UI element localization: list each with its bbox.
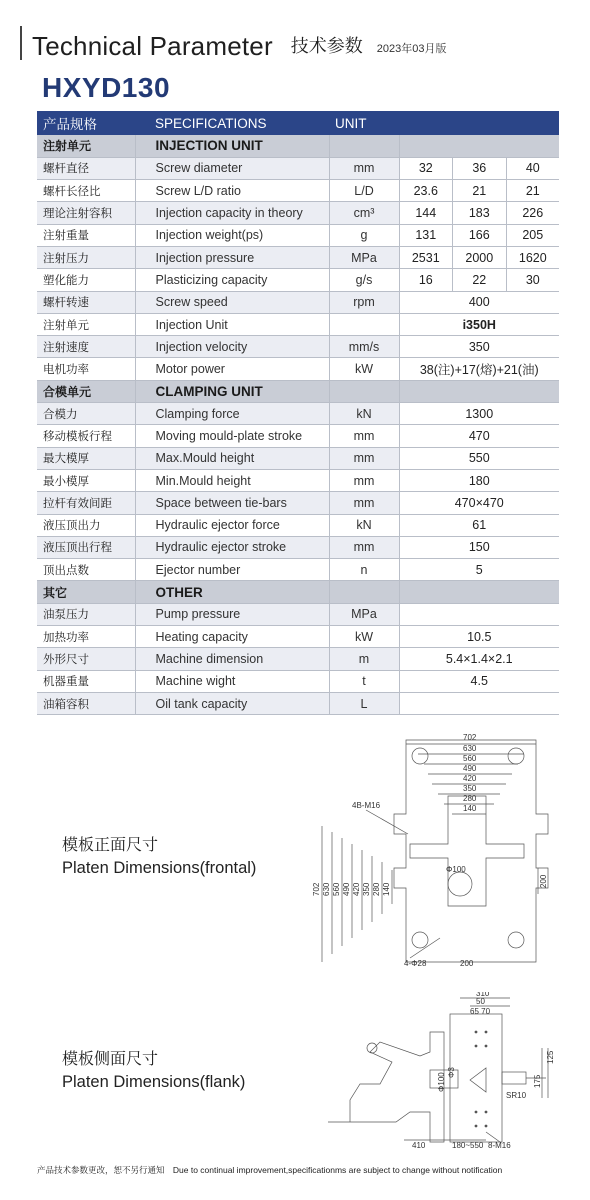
row-unit: mm: [329, 447, 399, 469]
row-cn: 移动模板行程: [37, 425, 135, 447]
row-en: Heating capacity: [135, 626, 329, 648]
row-en: Min.Mould height: [135, 469, 329, 491]
row-cn: 合模力: [37, 403, 135, 425]
row-en: Injection pressure: [135, 246, 329, 268]
row-value-a: 16: [399, 269, 453, 291]
flank-drawing-svg: [320, 992, 555, 1148]
row-value: 550: [399, 447, 559, 469]
dim-left-630: 630: [322, 882, 331, 896]
row-value: 5.4×1.4×2.1: [399, 648, 559, 670]
row-unit: n: [329, 559, 399, 581]
row-en: Hydraulic ejector stroke: [135, 536, 329, 558]
row-en: Injection capacity in theory: [135, 202, 329, 224]
row-value-c: 226: [506, 202, 559, 224]
footer-note: [37, 1164, 502, 1176]
table-row: [37, 559, 559, 581]
row-value-c: 1620: [506, 246, 559, 268]
row-value: 61: [399, 514, 559, 536]
row-cn: 注射单元: [37, 313, 135, 335]
table-row: [37, 180, 559, 202]
dim-702: 702: [463, 733, 477, 742]
row-cn: 液压顶出行程: [37, 536, 135, 558]
section-cn: 合模单元: [37, 380, 135, 402]
section-unit: [329, 135, 399, 157]
row-en: Max.Mould height: [135, 447, 329, 469]
frontal-label: [62, 834, 256, 880]
row-cn: 最小模厚: [37, 469, 135, 491]
flank-dim-phi3: Φ3: [447, 1067, 456, 1078]
row-unit: mm: [329, 469, 399, 491]
row-unit: kN: [329, 514, 399, 536]
table-row: [37, 514, 559, 536]
table-row: [37, 447, 559, 469]
table-header-row: [37, 111, 559, 135]
flank-label-cn: 模板侧面尺寸: [62, 1051, 159, 1068]
spec-table: [37, 111, 559, 715]
center-hole: [448, 872, 472, 896]
row-unit: m: [329, 648, 399, 670]
row-value-b: 21: [453, 180, 507, 202]
dim-left-140: 140: [382, 882, 391, 896]
dim-left-280: 280: [372, 882, 381, 896]
row-value: [399, 692, 559, 714]
row-value: 4.5: [399, 670, 559, 692]
section-en: OTHER: [135, 581, 329, 603]
row-unit: g/s: [329, 269, 399, 291]
table-row: [37, 603, 559, 625]
flank-dim-175: 175: [533, 1074, 542, 1088]
row-value: [399, 603, 559, 625]
row-cn: 螺杆转速: [37, 291, 135, 313]
table-row: [37, 313, 559, 335]
title-english: Technical Parameter: [32, 31, 273, 61]
table-row: [37, 246, 559, 268]
header-values: [399, 111, 559, 135]
section-cn: 其它: [37, 581, 135, 603]
row-value: 470: [399, 425, 559, 447]
row-cn: 螺杆长径比: [37, 180, 135, 202]
row-cn: 顶出点数: [37, 559, 135, 581]
dim-490: 490: [463, 764, 477, 773]
row-value-b: 183: [453, 202, 507, 224]
section-en: CLAMPING UNIT: [135, 380, 329, 402]
dim-left-350: 350: [362, 882, 371, 896]
row-en: Clamping force: [135, 403, 329, 425]
row-en: Screw diameter: [135, 157, 329, 179]
flank-dim-50: 50: [476, 997, 485, 1006]
row-value-c: 21: [506, 180, 559, 202]
edition-date: 2023年03月版: [376, 43, 447, 55]
section-unit: [329, 581, 399, 603]
row-value: i350H: [399, 313, 559, 335]
row-unit: kN: [329, 403, 399, 425]
row-en: Oil tank capacity: [135, 692, 329, 714]
flank-label: [62, 1048, 245, 1094]
row-cn: 螺杆直径: [37, 157, 135, 179]
row-cn: 油泵压力: [37, 603, 135, 625]
section-en: INJECTION UNIT: [135, 135, 329, 157]
section-values: [399, 581, 559, 603]
table-row: [37, 626, 559, 648]
flank-dim-125: 125: [546, 1050, 555, 1064]
row-cn: 拉杆有效间距: [37, 492, 135, 514]
dim-560: 560: [463, 754, 477, 763]
row-en: Hydraulic ejector force: [135, 514, 329, 536]
row-en: Screw L/D ratio: [135, 180, 329, 202]
row-value: 350: [399, 336, 559, 358]
table-row: [37, 336, 559, 358]
table-row: [37, 536, 559, 558]
row-en: Injection velocity: [135, 336, 329, 358]
row-unit: t: [329, 670, 399, 692]
row-value-b: 166: [453, 224, 507, 246]
row-cn: 液压顶出力: [37, 514, 135, 536]
row-cn: 电机功率: [37, 358, 135, 380]
section-values: [399, 380, 559, 402]
tie-bar-hole-br: [508, 932, 524, 948]
frontal-label-cn: 模板正面尺寸: [62, 837, 159, 854]
frontal-drawing: [300, 726, 560, 970]
flank-thread-note: 8-M16: [488, 1141, 511, 1148]
frontal-left-dims: [312, 882, 391, 896]
table-row: [37, 403, 559, 425]
row-en: Moving mould-plate stroke: [135, 425, 329, 447]
dim-420: 420: [463, 774, 477, 783]
frontal-thread-note: 4B-M16: [352, 801, 381, 810]
row-value: 10.5: [399, 626, 559, 648]
tie-bar-hole-tl: [412, 748, 428, 764]
row-cn: 外形尺寸: [37, 648, 135, 670]
row-cn: 油箱容积: [37, 692, 135, 714]
row-en: Motor power: [135, 358, 329, 380]
row-value-a: 23.6: [399, 180, 453, 202]
table-row: [37, 202, 559, 224]
row-value: 180: [399, 469, 559, 491]
row-cn: 理论注射容积: [37, 202, 135, 224]
footer-note-cn: 产品技术参数更改，恕不另行通知: [37, 1165, 165, 1175]
table-row: [37, 469, 559, 491]
clamp-linkage: [328, 1032, 444, 1142]
row-en: Injection weight(ps): [135, 224, 329, 246]
table-row: [37, 224, 559, 246]
dim-280: 280: [463, 794, 477, 803]
row-value-c: 40: [506, 157, 559, 179]
nozzle-tip: [470, 1068, 486, 1092]
dim-left-560: 560: [332, 882, 341, 896]
frontal-label-en: Platen Dimensions(frontal): [62, 859, 257, 877]
row-unit: mm: [329, 492, 399, 514]
flank-label-en: Platen Dimensions(flank): [62, 1073, 246, 1091]
row-value-a: 144: [399, 202, 453, 224]
row-unit: MPa: [329, 603, 399, 625]
flank-dim-180-550: 180~550: [452, 1141, 484, 1148]
table-row: [37, 157, 559, 179]
row-unit: mm: [329, 536, 399, 558]
row-value: 5: [399, 559, 559, 581]
section-values: [399, 135, 559, 157]
row-cn: 机器重量: [37, 670, 135, 692]
dim-left-702: 702: [312, 882, 321, 896]
tie-bar-hole-tr: [508, 748, 524, 764]
table-row: [37, 648, 559, 670]
table-row: [37, 269, 559, 291]
row-value: 38(注)+17(熔)+21(油): [399, 358, 559, 380]
section-row: [37, 135, 559, 157]
row-unit: kW: [329, 626, 399, 648]
frontal-right-dim: 200: [539, 874, 548, 888]
section-row: [37, 380, 559, 402]
row-en: Pump pressure: [135, 603, 329, 625]
flank-dim-65-70: 65 70: [470, 1007, 491, 1016]
flank-dim-sr10: SR10: [506, 1091, 527, 1100]
table-row: [37, 692, 559, 714]
row-unit: mm: [329, 425, 399, 447]
table-row: [37, 358, 559, 380]
row-unit: [329, 313, 399, 335]
platen-side-holes: [475, 1031, 488, 1128]
row-value: 1300: [399, 403, 559, 425]
frontal-holes-note: 4-Φ28: [404, 959, 427, 968]
row-cn: 注射速度: [37, 336, 135, 358]
header-cn: 产品规格: [37, 111, 135, 135]
row-en: Ejector number: [135, 559, 329, 581]
row-value-b: 36: [453, 157, 507, 179]
table-row: [37, 492, 559, 514]
row-unit: L/D: [329, 180, 399, 202]
flank-dim-310: 310: [476, 992, 490, 998]
row-value-b: 22: [453, 269, 507, 291]
row-unit: kW: [329, 358, 399, 380]
flank-dim-410: 410: [412, 1141, 426, 1148]
row-cn: 注射重量: [37, 224, 135, 246]
row-value-a: 131: [399, 224, 453, 246]
dim-350: 350: [463, 784, 477, 793]
row-cn: 注射压力: [37, 246, 135, 268]
row-unit: g: [329, 224, 399, 246]
table-row: [37, 291, 559, 313]
header-en: SPECIFICATIONS: [135, 111, 329, 135]
page-header: [20, 22, 447, 62]
ejector-rod: [502, 1072, 526, 1084]
section-cn: 注射单元: [37, 135, 135, 157]
frontal-drawing-svg: [300, 726, 560, 970]
row-unit: L: [329, 692, 399, 714]
row-en: Screw speed: [135, 291, 329, 313]
row-value: 470×470: [399, 492, 559, 514]
table-row: [37, 425, 559, 447]
footer-note-en: Due to continual improvement,specificationms are subject to change without notification: [172, 1165, 503, 1175]
row-value: 400: [399, 291, 559, 313]
table-row: [37, 670, 559, 692]
spec-table-head: [37, 111, 559, 135]
row-en: Machine dimension: [135, 648, 329, 670]
dim-140: 140: [463, 804, 477, 813]
row-cn: 塑化能力: [37, 269, 135, 291]
header-accent-bar: [20, 26, 22, 60]
row-value-a: 32: [399, 157, 453, 179]
row-unit: rpm: [329, 291, 399, 313]
dim-left-420: 420: [352, 882, 361, 896]
frontal-top-dims: [463, 733, 477, 813]
section-row: [37, 581, 559, 603]
section-unit: [329, 380, 399, 402]
row-value: 150: [399, 536, 559, 558]
header-unit: UNIT: [329, 111, 399, 135]
row-unit: mm: [329, 157, 399, 179]
model-name: HXYD130: [42, 72, 171, 103]
dim-630: 630: [463, 744, 477, 753]
row-en: Space between tie-bars: [135, 492, 329, 514]
row-en: Injection Unit: [135, 313, 329, 335]
row-unit: cm³: [329, 202, 399, 224]
linkage-pin: [367, 1043, 377, 1053]
row-value-c: 205: [506, 224, 559, 246]
dim-left-490: 490: [342, 882, 351, 896]
frontal-center-hole-note: Φ100: [446, 865, 466, 874]
row-value-b: 2000: [453, 246, 507, 268]
frontal-bottom-dim: 200: [460, 959, 474, 968]
row-cn: 最大模厚: [37, 447, 135, 469]
row-unit: MPa: [329, 246, 399, 268]
row-value-a: 2531: [399, 246, 453, 268]
row-unit: mm/s: [329, 336, 399, 358]
title-chinese: 技术参数: [290, 36, 363, 56]
row-value-c: 30: [506, 269, 559, 291]
row-en: Machine wight: [135, 670, 329, 692]
row-cn: 加热功率: [37, 626, 135, 648]
row-en: Plasticizing capacity: [135, 269, 329, 291]
spec-table-body: [37, 135, 559, 715]
tie-bar-hole-bl: [412, 932, 428, 948]
flank-dim-phi100: Φ100: [437, 1072, 446, 1092]
flank-drawing: [320, 992, 555, 1148]
